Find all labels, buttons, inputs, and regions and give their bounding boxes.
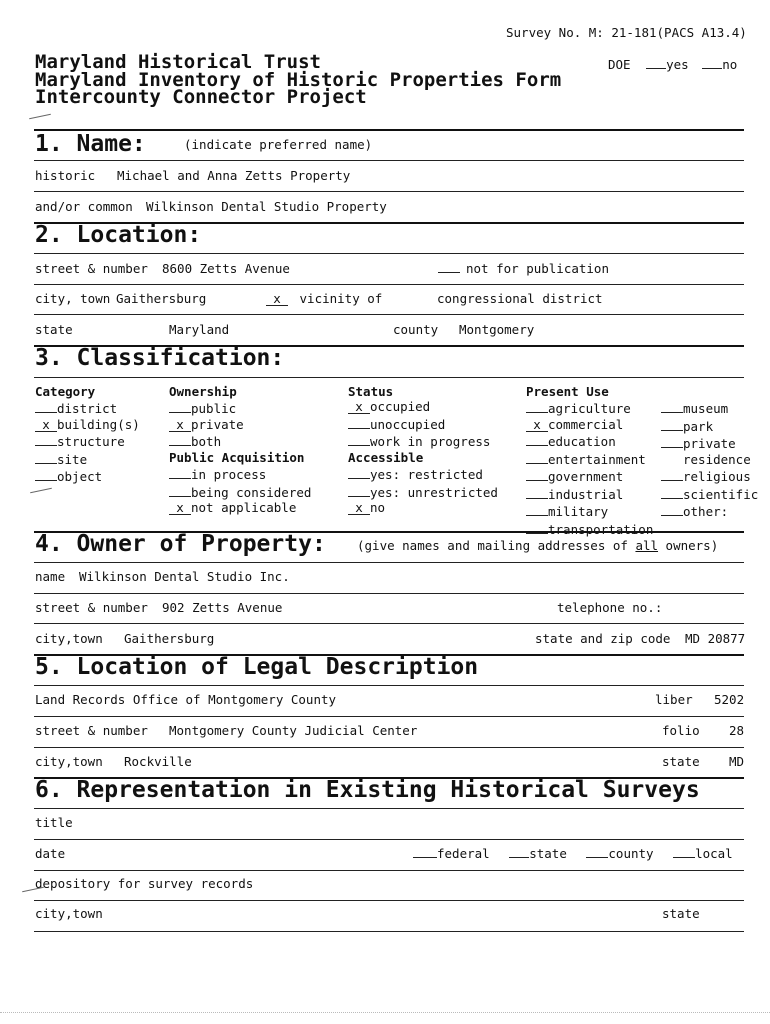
legal-street-label: street & number: [35, 723, 148, 738]
checkbox-label: both: [191, 434, 222, 449]
checkbox-row: [526, 399, 653, 417]
checkbox-label: private: [683, 436, 736, 451]
checkbox[interactable]: [169, 465, 191, 479]
divider: [34, 747, 744, 748]
checkbox[interactable]: x: [35, 418, 57, 432]
checkbox[interactable]: x: [348, 501, 370, 515]
checkbox[interactable]: x: [169, 501, 191, 515]
hint-text: (give names and mailing addresses of: [357, 538, 636, 553]
checkbox-row: [526, 417, 653, 433]
checkbox-label: structure: [57, 434, 125, 449]
city-field[interactable]: Gaithersburg: [116, 291, 207, 306]
checkbox-row: [348, 465, 498, 483]
doe-field: [608, 57, 737, 72]
header-line-3: Intercounty Connector Project: [35, 86, 367, 108]
divider: [34, 870, 744, 871]
header-line-1: Maryland Historical Trust: [35, 51, 321, 73]
ownership-list: [169, 399, 311, 516]
congressional-district-label: congressional district: [437, 291, 603, 306]
doe-no-blank[interactable]: [702, 57, 722, 69]
checkbox-row: [661, 452, 758, 468]
checkbox-row: [661, 467, 758, 485]
vicinity-label: vicinity of: [299, 291, 383, 306]
owner-city-label: city,town: [35, 631, 103, 646]
state-label: state: [35, 322, 73, 337]
checkbox-label: district: [57, 401, 118, 416]
divider: [34, 284, 744, 285]
public-acquisition-head: Public Acquisition: [169, 449, 305, 465]
checkbox[interactable]: [35, 432, 57, 446]
legal-state-label: state: [662, 754, 700, 769]
section-4-title: 4. Owner of Property:: [35, 531, 326, 557]
checkbox-row: [661, 399, 758, 417]
divider: [34, 314, 744, 315]
depository-state-label: state: [662, 906, 700, 921]
checkbox[interactable]: [169, 432, 191, 446]
checkbox[interactable]: [169, 399, 191, 413]
checkbox[interactable]: [526, 432, 548, 446]
checkbox-row: [169, 500, 311, 516]
present-use-head: Present Use: [526, 384, 609, 399]
present-use-list-2: [661, 399, 758, 520]
checkbox-row: [35, 467, 140, 485]
checkbox-row: [348, 399, 498, 415]
hint-all: all: [635, 538, 659, 553]
accessible-head: Accessible: [348, 449, 424, 465]
owner-name-label: name: [35, 569, 66, 584]
checkbox[interactable]: x: [348, 400, 370, 414]
liber-field[interactable]: 5202: [714, 692, 745, 707]
checkbox-label: commercial: [548, 416, 624, 432]
checkbox[interactable]: x: [169, 418, 191, 432]
checkbox-row: [348, 415, 498, 433]
divider: [34, 562, 744, 563]
checkbox-row: [526, 450, 653, 468]
checkbox-label: military: [548, 504, 609, 519]
records-office-label: Land Records Office of Montgomery County: [35, 692, 337, 707]
not-for-publication-label: not for publication: [466, 261, 609, 276]
checkbox-label: site: [57, 451, 88, 467]
checkbox[interactable]: [348, 465, 370, 479]
checkbox-label: other:: [683, 504, 729, 519]
local-label: local: [695, 846, 733, 861]
owner-name-field[interactable]: Wilkinson Dental Studio Inc.: [79, 569, 290, 584]
checkbox-label: residence: [683, 451, 751, 467]
checkbox-label: religious: [683, 469, 751, 484]
folio-label: folio: [662, 723, 700, 738]
divider: [34, 716, 744, 717]
legal-city-field[interactable]: Rockville: [124, 754, 192, 769]
vicinity: [266, 291, 382, 306]
depository-city-label: city,town: [35, 906, 103, 921]
county-checkbox[interactable]: [586, 846, 608, 858]
divider: [34, 160, 744, 161]
checkbox[interactable]: [169, 483, 191, 497]
checkbox-label: park: [683, 418, 714, 434]
telephone-label: telephone no.:: [557, 600, 663, 615]
checkbox[interactable]: [348, 432, 370, 446]
checkbox-label: industrial: [548, 486, 624, 502]
checkbox-row: [348, 432, 498, 450]
doe-label: DOE: [608, 57, 631, 72]
checkbox[interactable]: [661, 434, 683, 448]
pen-mark: [29, 114, 51, 120]
county-option-label: county: [608, 846, 654, 861]
divider: [34, 900, 744, 901]
divider: [34, 623, 744, 624]
checkbox-label: yes: restricted: [370, 467, 483, 482]
category-head: Category: [35, 384, 96, 399]
depository-label: depository for survey records: [35, 876, 254, 891]
common-name-label: and/or common: [35, 199, 133, 214]
legal-street-field[interactable]: Montgomery County Judicial Center: [169, 723, 418, 738]
section-6-title: 6. Representation in Existing Historical Surveys: [35, 777, 700, 803]
pen-mark: [30, 488, 52, 494]
state-option-label: state: [529, 846, 567, 861]
local-checkbox[interactable]: [673, 846, 695, 858]
state-zip-field[interactable]: MD 20877: [685, 631, 746, 646]
status-head: Status: [348, 384, 394, 399]
checkbox-row: [35, 450, 140, 468]
checkbox[interactable]: [348, 483, 370, 497]
checkbox[interactable]: [526, 485, 548, 499]
owner-city-field[interactable]: Gaithersburg: [124, 631, 215, 646]
state-field[interactable]: Maryland: [169, 322, 230, 337]
section-3-title: 3. Classification:: [35, 345, 285, 371]
checkbox-label: public: [191, 401, 237, 416]
checkbox[interactable]: [348, 415, 370, 429]
checkbox-row: [526, 502, 653, 520]
checkbox-label: occupied: [370, 399, 431, 414]
checkbox-row: [526, 520, 653, 538]
checkbox-label: yes: unrestricted: [370, 484, 498, 500]
section-2-title: 2. Location:: [35, 222, 202, 248]
checkbox-row: [35, 417, 140, 433]
survey-level-options: [413, 846, 733, 861]
owner-street-label: street & number: [35, 600, 148, 615]
county-field[interactable]: Montgomery: [459, 322, 535, 337]
checkbox-row: [526, 432, 653, 450]
folio-field[interactable]: 28: [729, 723, 745, 738]
divider: [34, 253, 744, 254]
scan-edge: [0, 1012, 770, 1013]
doe-yes-blank[interactable]: [646, 57, 666, 69]
checkbox-row: [35, 432, 140, 450]
checkbox-label: no: [370, 500, 386, 515]
doe-yes-label: yes: [666, 57, 689, 72]
divider: [34, 191, 744, 192]
divider: [34, 685, 744, 686]
checkbox-row: [526, 485, 653, 503]
checkbox[interactable]: [526, 450, 548, 464]
doe-no-label: no: [722, 57, 738, 72]
hint-text: owners): [658, 538, 719, 553]
ownership-head: Ownership: [169, 384, 237, 399]
checkbox-label: object: [57, 469, 103, 484]
checkbox-row: [169, 465, 311, 483]
checkbox-row: [169, 483, 311, 501]
survey-number: Survey No. M: 21-181(PACS A13.4): [506, 25, 747, 40]
checkbox-row: [169, 417, 311, 433]
checkbox-label: being considered: [191, 484, 312, 500]
checkbox[interactable]: [35, 399, 57, 413]
checkbox[interactable]: [35, 467, 57, 481]
checkbox[interactable]: [526, 467, 548, 481]
historic-label: historic: [35, 168, 96, 183]
not-for-publication: [438, 261, 609, 276]
survey-title-label: title: [35, 815, 73, 830]
city-label: city, town: [35, 291, 111, 306]
legal-city-label: city,town: [35, 754, 103, 769]
legal-state-field[interactable]: MD: [729, 754, 745, 769]
checkbox[interactable]: [661, 467, 683, 481]
checkbox-label: museum: [683, 401, 729, 416]
checkbox[interactable]: [661, 485, 683, 499]
checkbox-row: [526, 467, 653, 485]
divider: [34, 808, 744, 809]
checkbox-label: scientific: [683, 486, 759, 502]
owner-street-field[interactable]: 902 Zetts Avenue: [162, 600, 283, 615]
checkbox-row: [661, 502, 758, 520]
present-use-list-1: [526, 399, 653, 537]
common-name-field[interactable]: Wilkinson Dental Studio Property: [146, 199, 387, 214]
section-5-title: 5. Location of Legal Description: [35, 654, 479, 680]
checkbox-label: private: [191, 416, 244, 432]
checkbox[interactable]: [661, 399, 683, 413]
federal-checkbox[interactable]: [413, 846, 437, 858]
checkbox-row: [661, 485, 758, 503]
divider: [34, 593, 744, 594]
checkbox[interactable]: [526, 502, 548, 516]
divider: [34, 839, 744, 840]
checkbox[interactable]: [35, 450, 57, 464]
checkbox-label: not applicable: [191, 500, 297, 515]
checkbox[interactable]: [526, 399, 548, 413]
checkbox-label: work in progress: [370, 434, 491, 449]
checkbox-label: government: [548, 469, 624, 484]
checkbox[interactable]: [661, 502, 683, 516]
checkbox-row: [348, 500, 498, 516]
divider: [34, 931, 744, 932]
checkbox-row: [348, 483, 498, 501]
checkbox-label: unoccupied: [370, 416, 446, 432]
county-label: county: [393, 322, 439, 337]
historic-field[interactable]: Michael and Anna Zetts Property: [117, 168, 351, 183]
header-line-2: Maryland Inventory of Historic Properties Form: [35, 69, 562, 91]
checkbox-row: [169, 399, 311, 417]
survey-date-label: date: [35, 846, 66, 861]
checkbox-label: entertainment: [548, 451, 646, 467]
section-4-hint: [357, 538, 718, 553]
status-list: [348, 399, 498, 516]
checkbox-row: [661, 434, 758, 452]
section-1-hint: (indicate preferred name): [184, 137, 373, 152]
not-for-publication-blank[interactable]: [438, 261, 460, 273]
street-field[interactable]: 8600 Zetts Avenue: [162, 261, 290, 276]
federal-label: federal: [437, 846, 490, 861]
state-zip-label: state and zip code: [535, 631, 671, 646]
checkbox-row: [661, 417, 758, 435]
section-1-title: 1. Name:: [35, 131, 146, 157]
state-checkbox[interactable]: [509, 846, 529, 858]
checkbox-label: building(s): [57, 416, 140, 432]
street-label: street & number: [35, 261, 148, 276]
checkbox-label: transportation: [548, 521, 654, 537]
checkbox[interactable]: [661, 417, 683, 431]
checkbox-row: [169, 432, 311, 450]
category-list: [35, 399, 140, 485]
checkbox-label: agriculture: [548, 401, 631, 416]
vicinity-checkbox[interactable]: x: [266, 292, 288, 306]
checkbox-label: in process: [191, 467, 267, 482]
divider: [34, 377, 744, 378]
checkbox[interactable]: x: [526, 418, 548, 432]
liber-label: liber: [655, 692, 693, 707]
checkbox-row: [35, 399, 140, 417]
checkbox-label: education: [548, 434, 616, 449]
